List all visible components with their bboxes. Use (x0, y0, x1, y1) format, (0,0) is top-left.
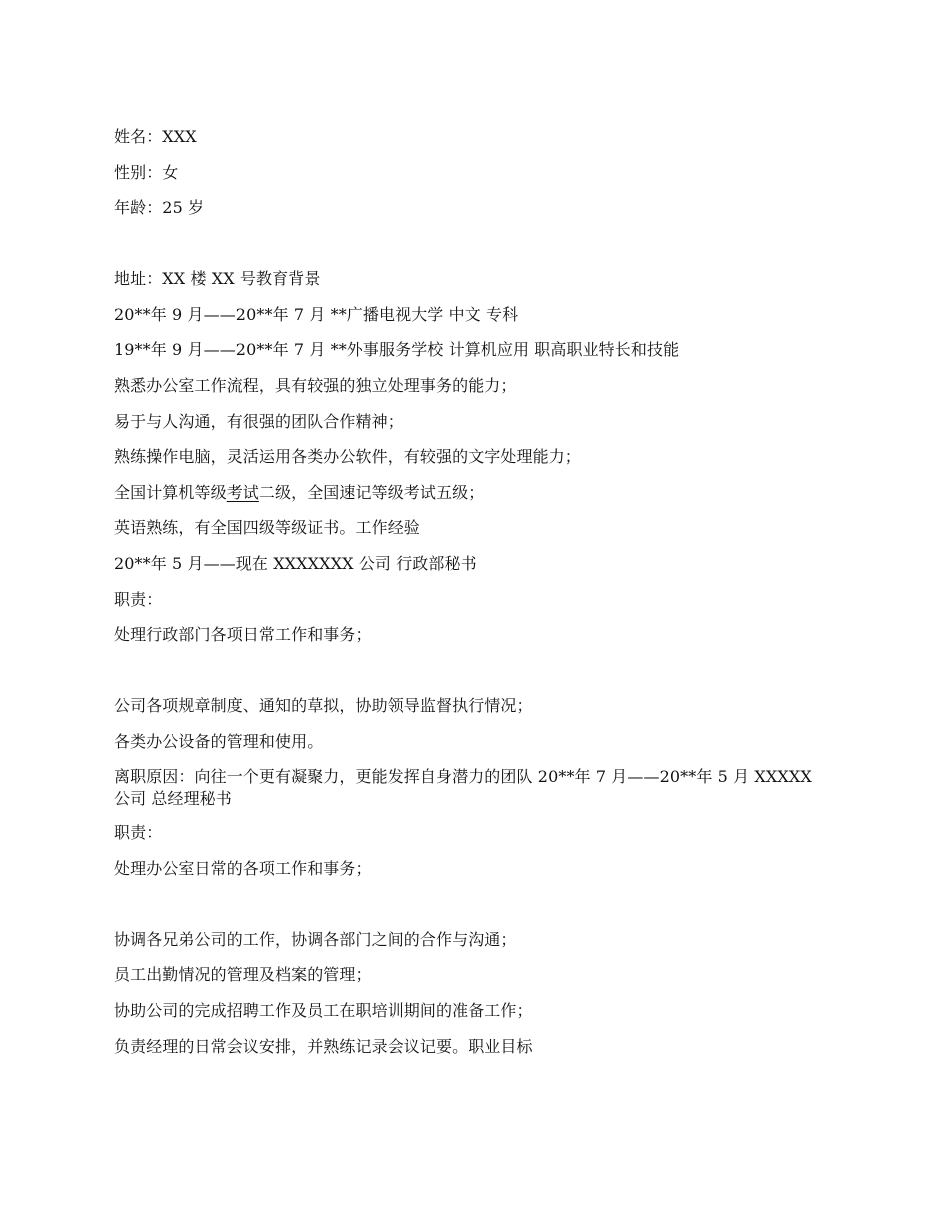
duty-label-2: 职责： (114, 823, 163, 843)
leave-reason: 离职原因：向往一个更有凝聚力，更能发挥自身潜力的团队 20**年 7 月——20**年 5 月 XXXXX 公司 总经理秘书 (114, 766, 812, 808)
name-line: 姓名：XXX (114, 127, 197, 146)
skill-line-3: 熟练操作电脑，灵活运用各类办公软件，有较强的文字处理能力； (114, 447, 581, 467)
job-2-duty-3: 员工出勤情况的管理及档案的管理； (114, 965, 372, 985)
skill-line-2: 易于与人沟通，有很强的团队合作精神； (114, 411, 404, 431)
skill-line-5: 英语熟练，有全国四级等级证书。工作经验 (114, 518, 420, 538)
job-1-title: 20**年 5 月——现在 XXXXXXX 公司 行政部秘书 (114, 554, 477, 574)
age-line: 年龄：25 岁 (114, 198, 205, 218)
address-line: 地址：XX 楼 XX 号教育背景 (114, 269, 321, 289)
education-line-1: 20**年 9 月——20**年 7 月 **广播电视大学 中文 专科 (114, 304, 519, 324)
blank-line (114, 232, 834, 268)
job-1-duty-3: 各类办公设备的管理和使用。 (114, 731, 324, 751)
education-line-2: 19**年 9 月——20**年 7 月 **外事服务学校 计算机应用 职高职业特长和技能 (114, 340, 680, 360)
skill-line-4-part-a: 全国计算机等级 (114, 482, 227, 502)
job-2-duty-4: 协助公司的完成招聘工作及员工在职培训期间的准备工作； (114, 1000, 533, 1020)
job-2-duty-1: 处理办公室日常的各项工作和事务； (114, 858, 372, 878)
resume-body (114, 125, 834, 1070)
job-2-duty-2: 协调各兄弟公司的工作，协调各部门之间的合作与沟通； (114, 929, 517, 949)
skill-line-4-part-c: 二级，全国速记等级考试五级； (258, 482, 485, 502)
underlined-word: 考试 (226, 482, 259, 502)
skill-line-1: 熟悉办公室工作流程，具有较强的独立处理事务的能力； (114, 376, 517, 396)
blank-line (114, 892, 834, 928)
duty-label-1: 职责： (114, 589, 163, 609)
blank-line (114, 659, 834, 695)
job-2-duty-5: 负责经理的日常会议安排，并熟练记录会议记要。职业目标 (114, 1036, 533, 1056)
job-1-duty-2: 公司各项规章制度、通知的草拟，协助领导监督执行情况； (114, 696, 533, 716)
job-1-duty-1: 处理行政部门各项日常工作和事务； (114, 625, 372, 645)
gender-line: 性别：女 (114, 162, 179, 182)
skill-line-4 (114, 481, 834, 505)
